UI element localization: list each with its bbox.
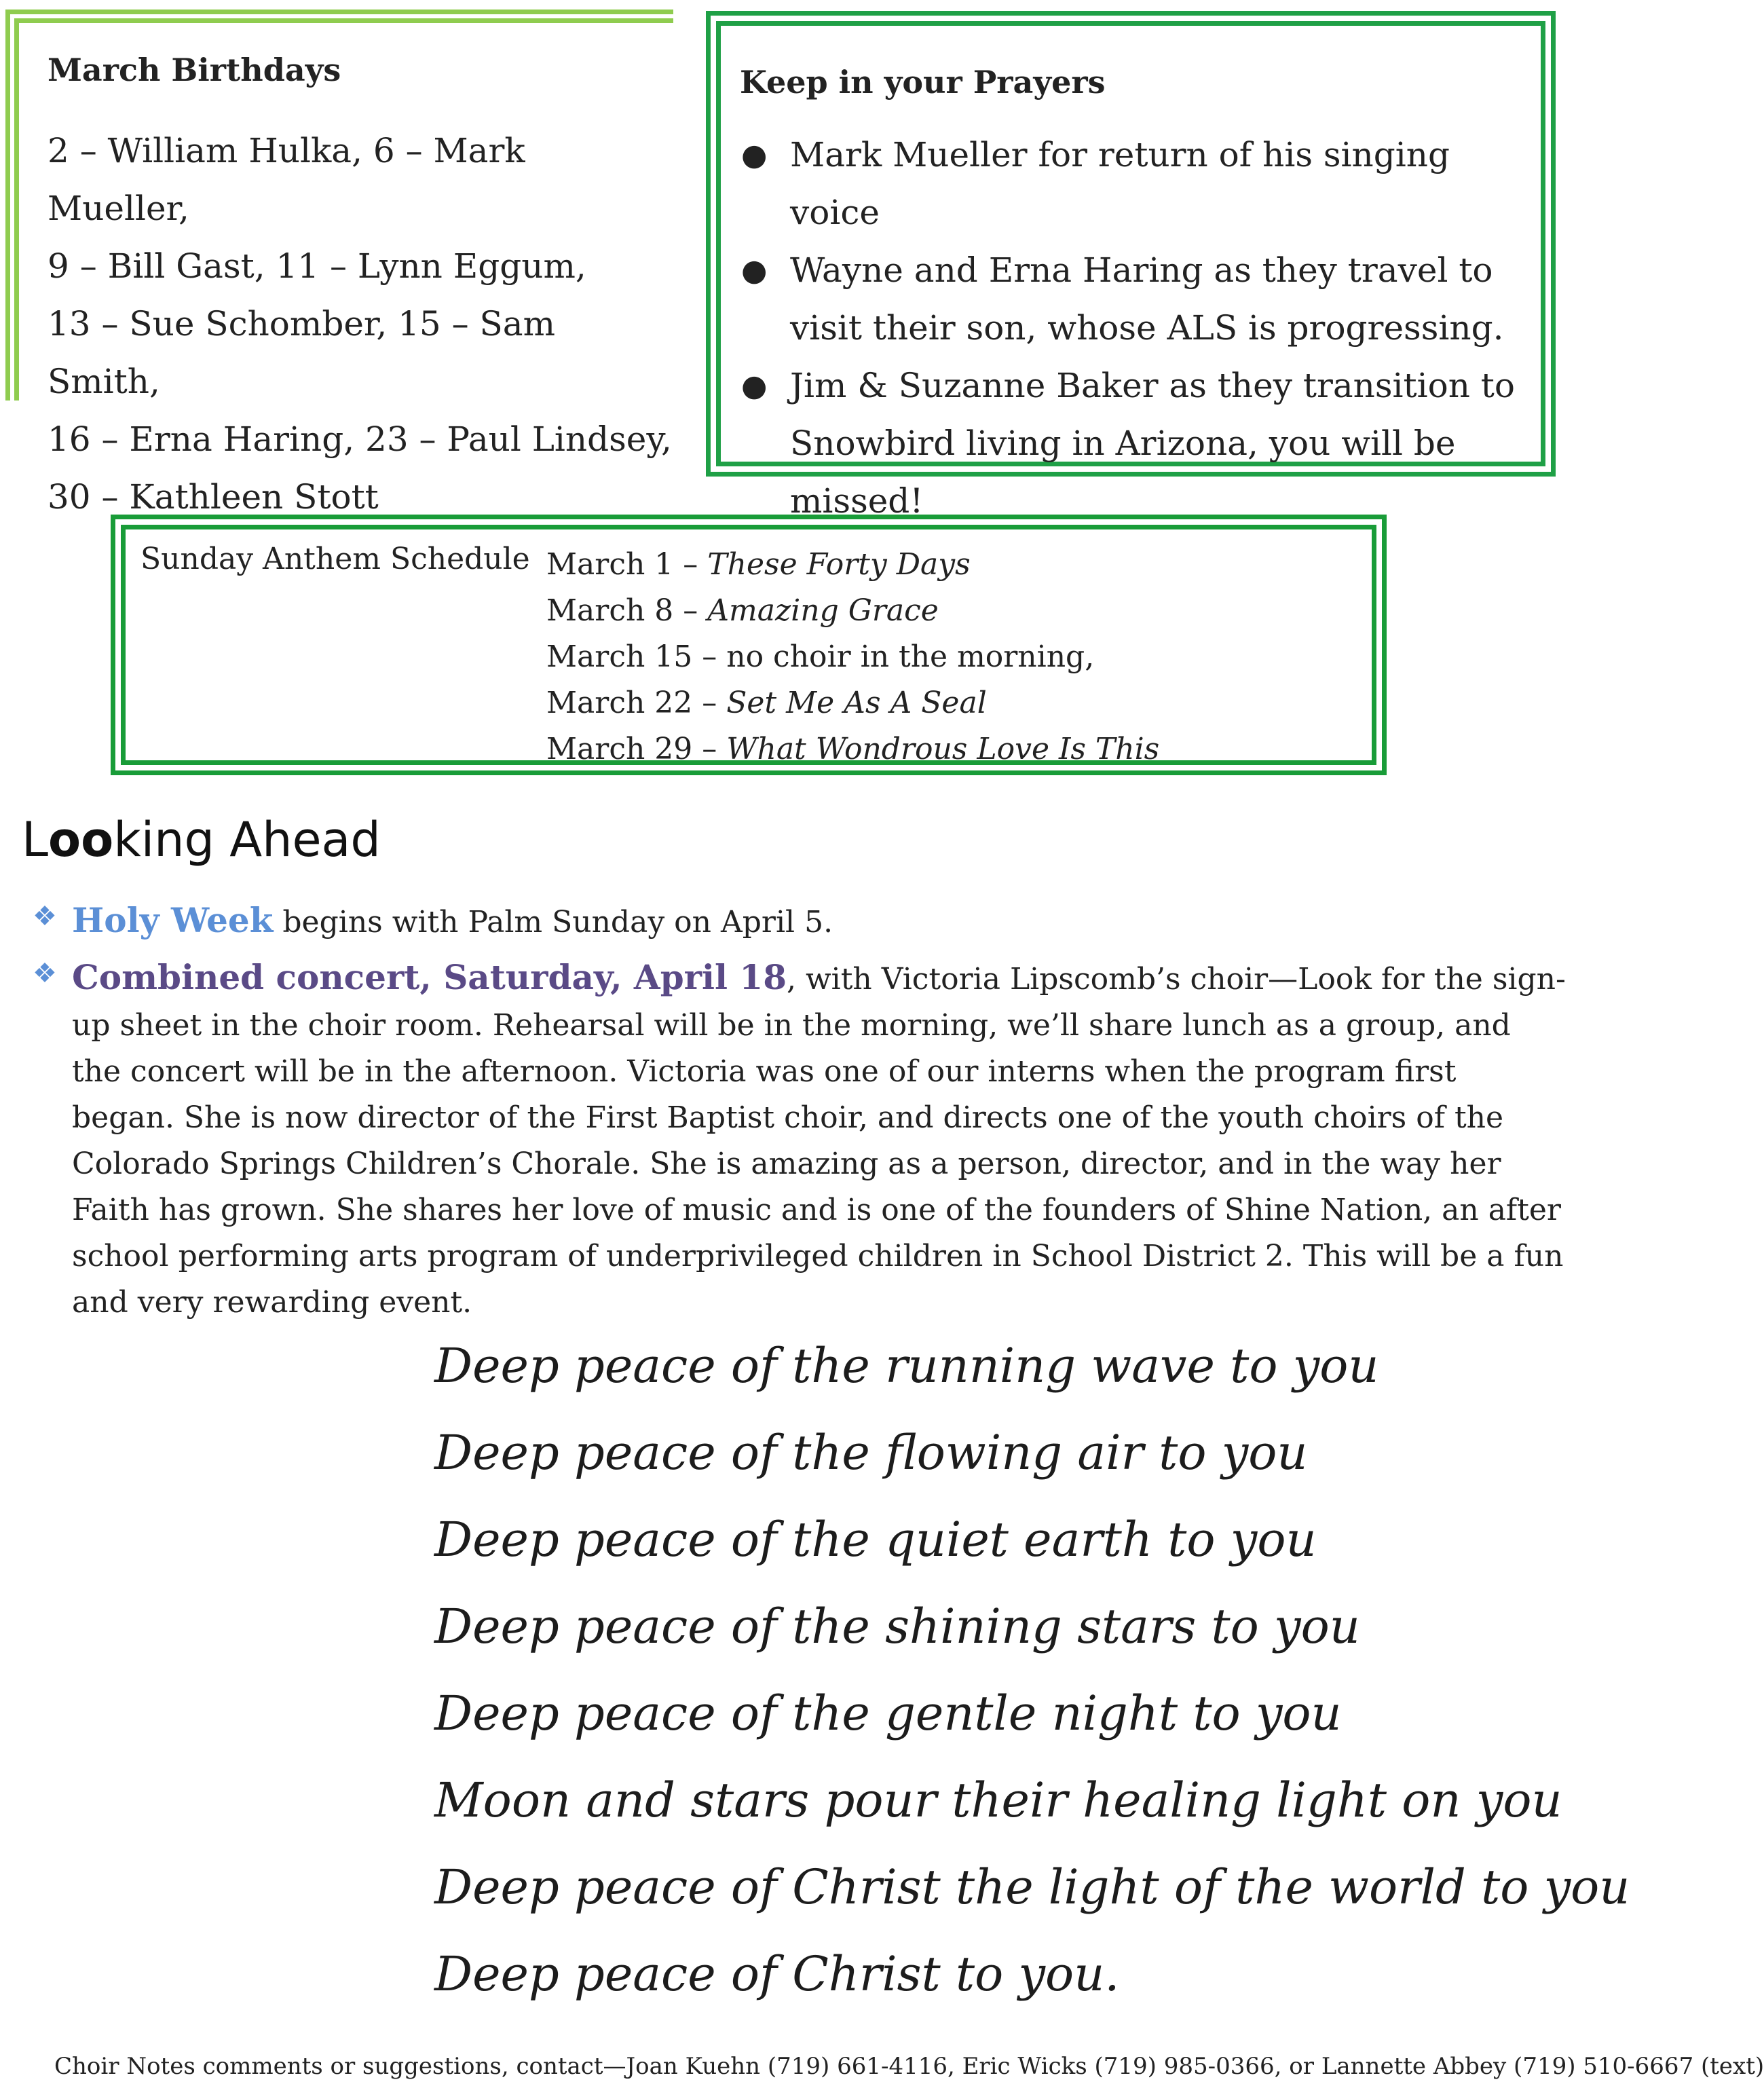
bullet-icon: ● [741,369,768,403]
birthday-line: 2 – William Hulka, 6 – Mark Mueller, [48,131,525,228]
looking-ahead-text [72,897,1566,946]
footer-contact: Choir Notes comments or suggestions, contact—Joan Kuehn (719) 661-4116, Eric Wicks (719) 985-0366, or Lannette Abbey (719) 510-6667 (text) [54,2053,1764,2080]
anthem-schedule-box [111,515,1387,775]
prayer-item [740,126,1541,242]
prayers-title: Keep in your Prayers [740,64,1106,100]
looking-ahead-heading [22,812,381,868]
poem-line: Deep peace of the running wave to you [434,1338,1379,1394]
anthem-date: March 1 – [546,547,708,582]
item-body: , with Victoria Lipscomb’s choir—Look for the sign-up sheet in the choir room. Rehearsal will be in the morning, we’ll share lunch as a group, and the concert will be in the afternoon. Victoria was one of our interns when the program first began. She is now director of the First Baptist choir, and directs one of the youth choirs of the Colorado Springs Children’s Chorale. She is amazing as a person, director, and in the way her Faith has grown. She shares her love of music and is one of the founders of Shine Nation, an after school performing arts program of underprivileged children in School District 2. This will be a fun and very rewarding event. [72,962,1566,1320]
anthem-title: These Forty Days [707,547,971,582]
anthem-title: What Wondrous Love Is This [726,732,1160,766]
item-body: begins with Palm Sunday on April 5. [273,905,833,939]
birthday-line: 30 – Kathleen Stott [48,477,379,517]
birthdays-list [48,122,673,526]
anthem-schedule-list [546,542,1159,773]
heading-part: king Ahead [113,812,381,868]
poem-line: Deep peace of Christ to you. [434,1946,1120,2002]
poem-line: Deep peace of the flowing air to you [434,1425,1308,1481]
poem-line: Moon and stars pour their healing light on you [434,1772,1562,1828]
anthem-entry [546,588,1159,634]
anthem-date: March 8 – [546,593,708,628]
poem-line: Deep peace of Christ the light of the world to you [434,1859,1630,1915]
birthdays-box [5,10,673,517]
heading-part: oo [48,812,114,868]
prayers-list [740,126,1541,530]
bullet-icon: ● [741,138,768,172]
looking-ahead-text [72,954,1566,1326]
prayer-item [740,242,1541,357]
bullet-icon: ● [741,253,768,288]
anthem-date: March 15 – no choir in the morning, [546,639,1095,674]
prayer-text: Wayne and Erna Haring as they travel to visit their son, whose ALS is progressing. [790,250,1504,348]
anthem-entry [546,542,1159,588]
blessing-poem [434,1322,1630,2017]
diamond-bullet-icon: ❖ [33,958,57,989]
prayers-box [706,11,1556,521]
poem-line: Deep peace of the quiet earth to you [434,1512,1317,1567]
heading-part: L [22,812,48,868]
anthem-schedule-label: Sunday Anthem Schedule [140,542,530,576]
anthem-title: Set Me As A Seal [726,686,987,720]
anthem-entry [546,634,1159,680]
anthem-entry [546,726,1159,773]
birthdays-title: March Birthdays [48,52,341,88]
prayer-text: Jim & Suzanne Baker as they transition to Snowbird living in Arizona, you will be missed! [790,366,1515,521]
anthem-date: March 22 – [546,686,727,720]
anthem-date: March 29 – [546,732,727,766]
anthem-entry [546,680,1159,726]
looking-ahead-item [33,897,1566,946]
anthem-title: Amazing Grace [707,593,939,628]
birthday-line: 13 – Sue Schomber, 15 – Sam Smith, [48,304,555,401]
poem-line: Deep peace of the gentle night to you [434,1686,1342,1741]
diamond-bullet-icon: ❖ [33,901,57,932]
holy-week-highlight: Holy Week [72,900,274,940]
looking-ahead-item [33,954,1566,1326]
prayer-text: Mark Mueller for return of his singing voice [790,135,1450,232]
birthday-line: 16 – Erna Haring, 23 – Paul Lindsey, [48,420,672,459]
prayer-item [740,357,1541,530]
concert-highlight: Combined concert, Saturday, April 18 [72,957,787,997]
birthday-line: 9 – Bill Gast, 11 – Lynn Eggum, [48,246,586,286]
poem-line: Deep peace of the shining stars to you [434,1599,1360,1654]
